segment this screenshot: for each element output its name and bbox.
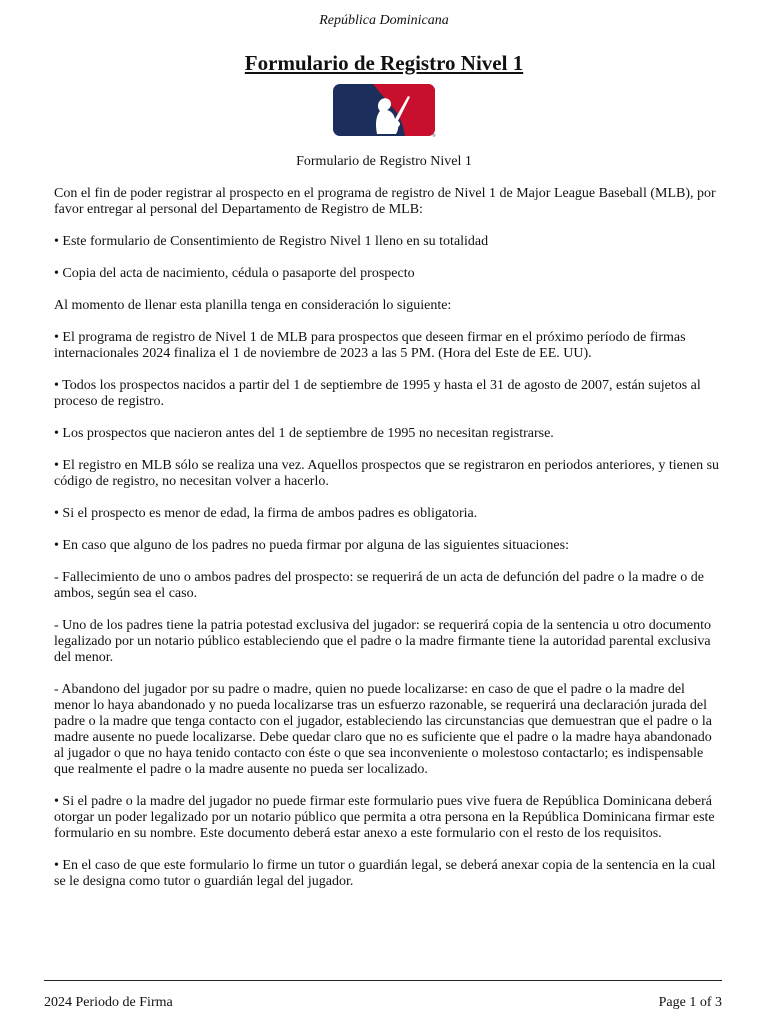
considerations-heading: Al momento de llenar esta planilla tenga en consideración lo siguiente: <box>54 298 452 313</box>
consideration-item: • Si el padre o la madre del jugador no puede firmar este formulario pues vive fuera de República Dominicana deberá otorgar un poder legalizado por un notario público que permita a otra persona en la República Dominicana firmar este formulario en su nombre. Este documento deberá estar anexo a este formulario con el resto de los requisitos. <box>54 794 715 841</box>
footer-period: 2024 Periodo de Firma <box>44 995 173 1010</box>
requirement-item: • Copia del acta de nacimiento, cédula o pasaporte del prospecto <box>54 266 415 281</box>
consideration-item: • El registro en MLB sólo se realiza una vez. Aquellos prospectos que se registraron en periodos anteriores, y tienen su código de registro, no necesitan volver a hacerlo. <box>54 458 720 489</box>
consideration-item: • Si el prospecto es menor de edad, la firma de ambos padres es obligatoria. <box>54 506 478 521</box>
consideration-item: • Los prospectos que nacieron antes del 1 de septiembre de 1995 no necesitan registrarse. <box>54 426 554 441</box>
page-number: Page 1 of 3 <box>658 995 722 1010</box>
situation-item: - Abandono del jugador por su padre o madre, quien no puede localizarse: en caso de que el padre o la madre del menor lo haya abandonado y no pueda localizarse tras un esfuerzo razonable, se requerirá una declaración jurada del padre o la madre que tenga contacto con el jugador, estableciendo las circunstancias que demuestran que el padre o la madre ausente no puede localizarse. Debe quedar claro que no es suficiente que el padre o la madre haya abandonado al jugador o que no haya tenido contacto con éste o que sea inconveniente o molestoso contactarlo; es indispensable que realmente el padre o la madre ausente no pueda ser localizado. <box>54 682 712 777</box>
form-subtitle: Formulario de Registro Nivel 1 <box>296 154 472 169</box>
page-title: Formulario de Registro Nivel 1 <box>244 51 524 75</box>
consideration-item: • En caso que alguno de los padres no pueda firmar por alguna de las siguientes situaciones: <box>54 538 569 553</box>
footer-divider <box>44 980 722 981</box>
intro-paragraph: Con el fin de poder registrar al prospecto en el programa de registro de Nivel 1 de Major League Baseball (MLB), por favor entregar al personal del Departamento de Registro de MLB: <box>54 186 716 217</box>
situation-item: - Uno de los padres tiene la patria potestad exclusiva del jugador: se requerirá copia de la sentencia u otro documento legalizado por un notario público estableciendo que el padre o la madre firmante tiene la autoridad parental exclusiva del menor. <box>54 618 711 665</box>
situation-item: - Fallecimiento de uno o ambos padres del prospecto: se requerirá de un acta de defunción del padre o la madre o de ambos, según sea el caso. <box>54 570 704 601</box>
svg-text:®: ® <box>432 133 436 138</box>
consideration-item: • El programa de registro de Nivel 1 de MLB para prospectos que deseen firmar en el próximo período de firmas internacionales 2024 finaliza el 1 de noviembre de 2023 a las 5 PM. (Hora del Este de EE. UU). <box>54 330 686 361</box>
consideration-item: • Todos los prospectos nacidos a partir del 1 de septiembre de 1995 y hasta el 31 de agosto de 2007, están sujetos al proceso de registro. <box>54 378 701 409</box>
document-body <box>54 186 722 906</box>
consideration-item: • En el caso de que este formulario lo firme un tutor o guardián legal, se deberá anexar copia de la sentencia en la cual se le designa como tutor o guardián legal del jugador. <box>54 858 716 889</box>
requirement-item: • Este formulario de Consentimiento de Registro Nivel 1 lleno en su totalidad <box>54 234 489 249</box>
mlb-logo-icon <box>333 84 435 138</box>
header-country: República Dominicana <box>319 13 449 28</box>
